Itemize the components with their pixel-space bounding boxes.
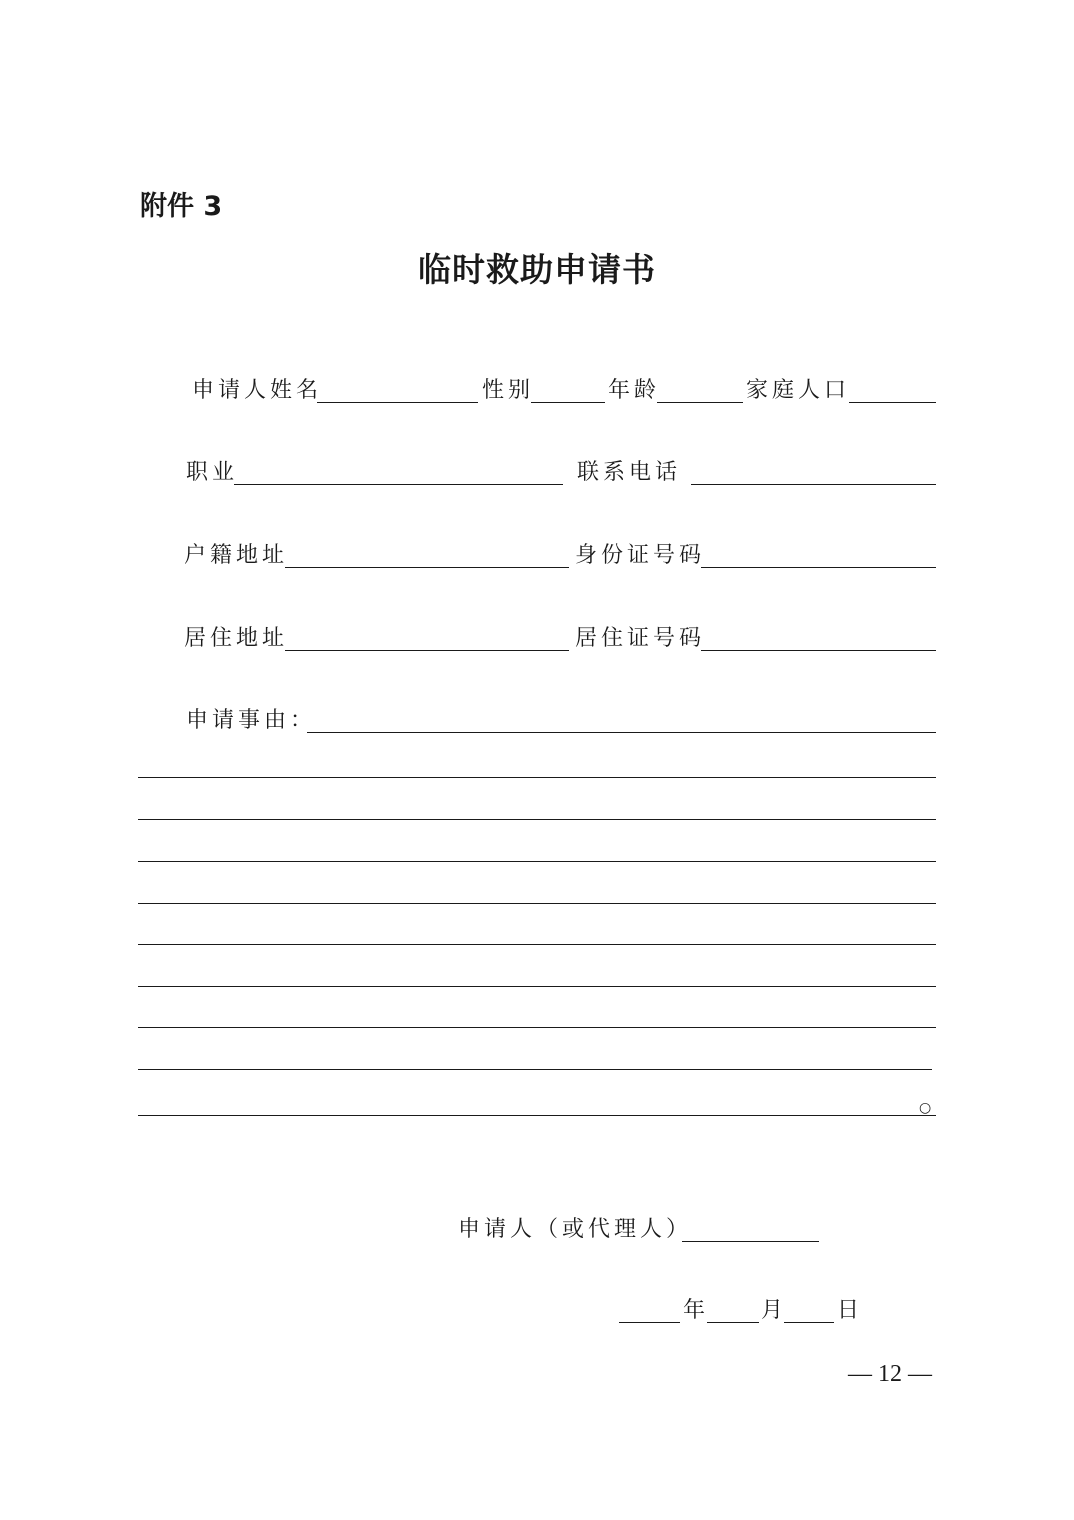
age-field-line[interactable] [657,402,743,403]
residence-address-field-line[interactable] [285,650,569,651]
residence-address-label: 居住地址 [184,626,289,651]
page-number: — 12 — [848,1361,932,1387]
reason-line[interactable] [138,819,936,820]
gender-field-line[interactable] [531,402,605,403]
gender-label: 性别 [482,378,535,403]
year-label: 年 [683,1298,710,1323]
reason-line[interactable] [138,1027,936,1028]
name-label: 申请人姓名 [192,378,323,403]
reason-line[interactable] [138,986,936,987]
end-mark: ○ [919,1100,932,1116]
age-label: 年龄 [608,378,661,403]
occupation-field-line[interactable] [234,484,563,485]
phone-label: 联系电话 [577,460,682,485]
phone-field-line[interactable] [691,484,936,485]
id-number-field-line[interactable] [701,567,936,568]
attachment-label: 附件 3 [140,191,223,222]
occupation-label: 职业 [186,460,239,485]
residence-permit-label: 居住证号码 [575,626,706,651]
applicant-signature-label: 申请人（或代理人） [458,1217,693,1242]
reason-line[interactable] [138,903,936,904]
reason-line[interactable] [138,861,936,862]
year-line[interactable] [619,1322,680,1323]
name-field-line[interactable] [317,402,478,403]
applicant-signature-line[interactable] [682,1241,819,1242]
month-line[interactable] [707,1322,759,1323]
household-field-line[interactable] [849,402,936,403]
hukou-address-label: 户籍地址 [184,543,289,568]
reason-label: 申请事由： [186,708,317,733]
day-line[interactable] [784,1322,834,1323]
reason-line[interactable] [138,1115,936,1116]
id-number-label: 身份证号码 [575,543,706,568]
reason-line[interactable] [138,1069,932,1070]
page-title: 临时救助申请书 [418,250,656,289]
residence-permit-field-line[interactable] [701,650,936,651]
household-label: 家庭人口 [746,378,851,403]
month-label: 月 [761,1298,788,1323]
hukou-address-field-line[interactable] [285,567,569,568]
reason-line[interactable] [138,777,936,778]
reason-field-line[interactable] [307,732,936,733]
day-label: 日 [837,1298,864,1323]
reason-line[interactable] [138,944,936,945]
